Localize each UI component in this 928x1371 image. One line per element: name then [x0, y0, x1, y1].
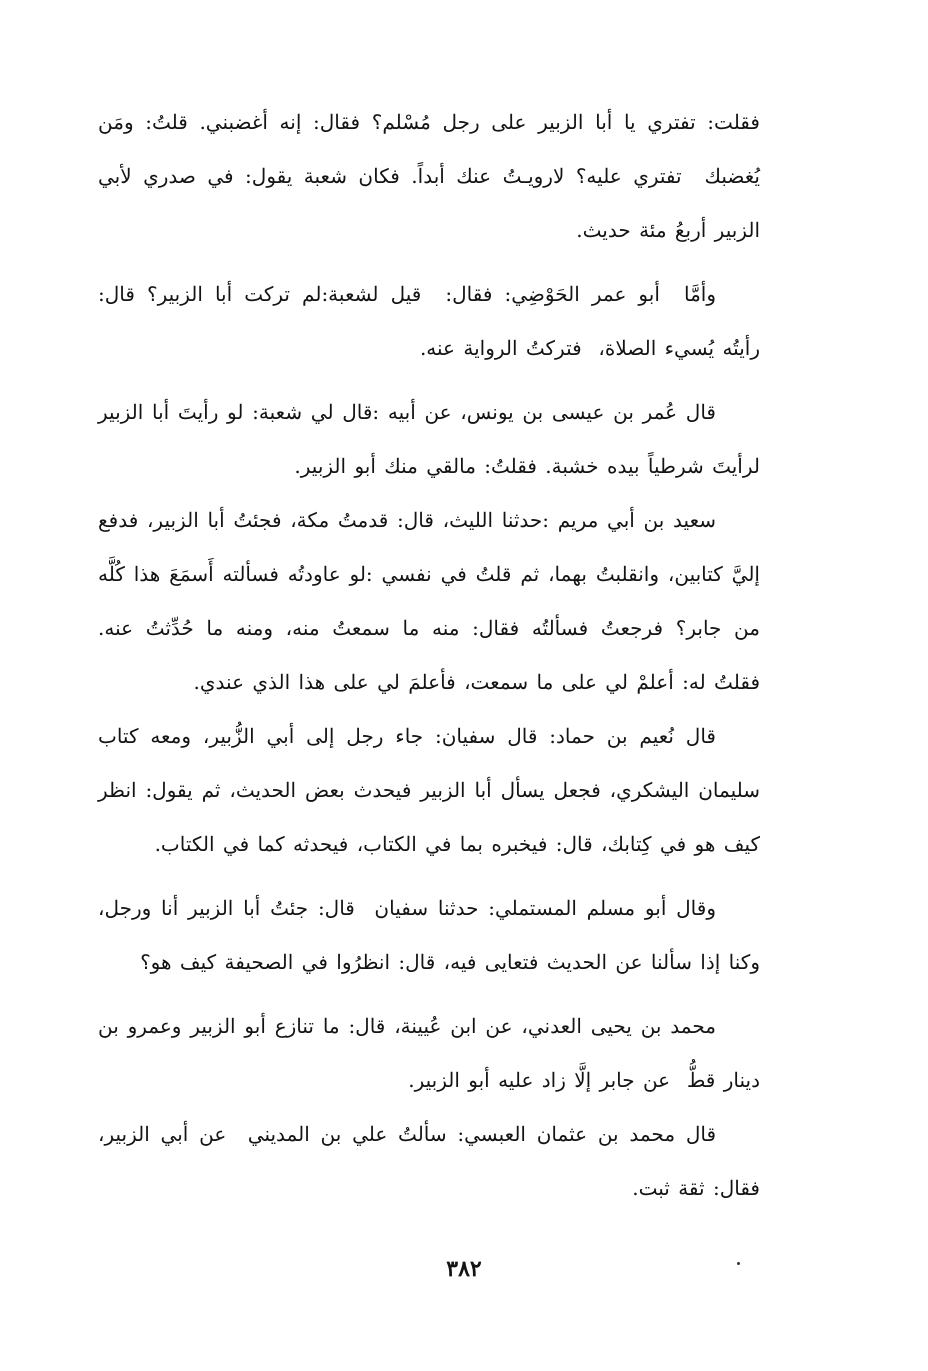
paragraph-6: وقال أبو مسلم المستملي: حدثنا سفيان قال: جئتُ أبا الزبير أنا ورجل، وكنا إذا سألنا عن الحديث فتعايى فيه، قال: انظرُوا في الصحيفة كيف هو؟	[89, 896, 760, 974]
paragraph-3: قال عُمر بن عيسى بن يونس، عن أبيه :قال لي شعبة: لو رأيتَ أبا الزبير لرأيتَ شرطياً بيده خشبة. فقلتُ: مالقي منك أبو الزبير.	[89, 400, 760, 478]
paragraph-7: محمد بن يحيى العدني، عن ابن عُيينة، قال: ما تنازع أبو الزبير وعمرو بن دينار قطُّ عن جابر إلَّا زاد عليه أبو الزبير.	[89, 1014, 760, 1092]
page-number: ٣٨٢	[446, 1256, 482, 1282]
body-text	[89, 95, 760, 1215]
paragraph-8: قال محمد بن عثمان العبسي: سألتُ علي بن المديني عن أبي الزبير، فقال: ثقة ثبت.	[89, 1122, 760, 1200]
paragraph-5: قال نُعيم بن حماد: قال سفيان: جاء رجل إلى أبي الزُّبير، ومعه كتاب سليمان اليشكري، فجعل يسأل أبا الزبير فيحدث بعض الحديث، ثم يقول: انظر كيف هو في كِتابك، قال: فيخبره بما في الكتاب، فيحدثه كما في الكتاب.	[89, 724, 760, 856]
scan-speck	[737, 1262, 740, 1265]
paragraph-4: سعيد بن أبي مريم :حدثنا الليث، قال: قدمتُ مكة، فجئتُ أبا الزبير، فدفع إليَّ كتابين، وانقلبتُ بهما، ثم قلتُ في نفسي :لو عاودتُه فسألته أَسمَعَ هذا كُلَّه من جابر؟ فرجعتُ فسألتُه فقال: منه ما سمعتُ منه، ومنه ما حُدِّثتُ عنه. فقلتُ له: أعلمْ لي على ما سمعت، فأعلمَ لي على هذا الذي عندي.	[89, 508, 760, 694]
paragraph-1: فقلت: تفتري يا أبا الزبير على رجل مُسْلم؟ فقال: إنه أغضبني. قلتُ: ومَن يُغضبك تفتري عليه؟ لارويـتُ عنك أبداً. فكان شعبة يقول: في صدري لأبي الزبير أربعُ مئة حديث.	[89, 110, 760, 242]
paragraph-2: وأمَّا أبو عمر الحَوْضِي: فقال: قيل لشعبة:لم تركت أبا الزبير؟ قال: رأيتُه يُسيء الصلاة، فتركتُ الرواية عنه.	[89, 282, 760, 360]
